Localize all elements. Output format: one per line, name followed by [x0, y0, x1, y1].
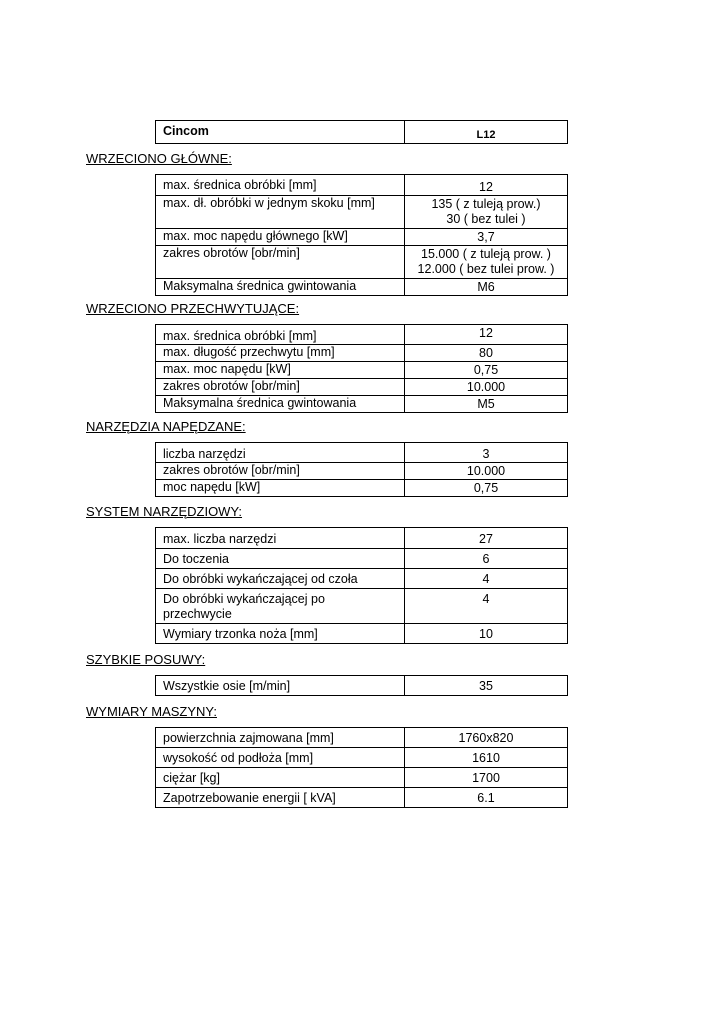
row-value: 3,7 — [405, 229, 568, 246]
sub-spindle-table — [155, 324, 568, 413]
row-value: M6 — [405, 279, 568, 296]
row-value: 6 — [405, 549, 568, 569]
row-label: max. liczba narzędzi — [156, 528, 405, 549]
table-row — [156, 196, 568, 229]
table-row — [156, 229, 568, 246]
row-label: max. moc napędu głównego [kW] — [156, 229, 405, 246]
row-label: Maksymalna średnica gwintowania — [156, 279, 405, 296]
table-row — [156, 748, 568, 768]
table-row — [156, 549, 568, 569]
row-label: max. długość przechwytu [mm] — [156, 345, 405, 362]
table-row — [156, 362, 568, 379]
row-label: Zapotrzebowanie energii [ kVA] — [156, 788, 405, 808]
row-label: moc napędu [kW] — [156, 480, 405, 497]
row-value: 0,75 — [405, 362, 568, 379]
table-row — [156, 528, 568, 549]
row-value: 12 — [405, 175, 568, 196]
row-value-line2: 12.000 ( bez tulei prow. ) — [417, 262, 555, 276]
model-table — [155, 120, 568, 144]
row-value: 4 — [405, 569, 568, 589]
table-row — [156, 788, 568, 808]
row-label-line2: przechwycie — [163, 607, 232, 621]
row-label: zakres obrotów [obr/min] — [156, 379, 405, 396]
row-label: powierzchnia zajmowana [mm] — [156, 728, 405, 748]
section-header-driven-tools: NARZĘDZIA NAPĘDZANE: — [86, 419, 246, 434]
table-row — [156, 569, 568, 589]
table-row — [156, 768, 568, 788]
section-header-rapid-feeds: SZYBKIE POSUWY: — [86, 652, 206, 667]
row-value-line1: 15.000 ( z tuleją prow. ) — [421, 247, 551, 261]
row-value: 3 — [405, 443, 568, 463]
section-header-main-spindle: WRZECIONO GŁÓWNE: — [86, 151, 232, 166]
model-value: L12 — [405, 121, 568, 144]
row-label: max. średnica obróbki [mm] — [156, 325, 405, 345]
table-row — [156, 175, 568, 196]
driven-tools-table — [155, 442, 568, 497]
table-row — [156, 480, 568, 497]
row-label: Maksymalna średnica gwintowania — [156, 396, 405, 413]
section-header-machine-dimensions: WYMIARY MASZYNY: — [86, 704, 217, 719]
table-row — [156, 325, 568, 345]
row-value: 80 — [405, 345, 568, 362]
table-row — [156, 589, 568, 624]
rapid-feeds-table — [155, 675, 568, 696]
section-header-sub-spindle: WRZECIONO PRZECHWYTUJĄCE: — [86, 301, 300, 316]
table-row — [156, 463, 568, 480]
table-row — [156, 443, 568, 463]
row-value — [405, 196, 568, 229]
table-row — [156, 379, 568, 396]
row-label: Do obróbki wykańczającej od czoła — [156, 569, 405, 589]
row-value: 10.000 — [405, 379, 568, 396]
row-label: max. dł. obróbki w jednym skoku [mm] — [156, 196, 405, 229]
main-spindle-table — [155, 174, 568, 296]
table-row — [156, 345, 568, 362]
row-label: Wszystkie osie [m/min] — [156, 676, 405, 696]
row-value: 1760x820 — [405, 728, 568, 748]
row-label: Do toczenia — [156, 549, 405, 569]
row-label: Wymiary trzonka noża [mm] — [156, 624, 405, 644]
row-label — [156, 589, 405, 624]
table-row — [156, 396, 568, 413]
row-label: wysokość od podłoża [mm] — [156, 748, 405, 768]
row-label: zakres obrotów [obr/min] — [156, 246, 405, 279]
model-row — [156, 121, 568, 144]
row-value: 10.000 — [405, 463, 568, 480]
row-value: 4 — [405, 589, 568, 624]
row-label: zakres obrotów [obr/min] — [156, 463, 405, 480]
row-label: ciężar [kg] — [156, 768, 405, 788]
row-value — [405, 246, 568, 279]
row-value-line1: 135 ( z tuleją prow.) — [431, 197, 541, 211]
row-value: 12 — [405, 325, 568, 345]
tool-system-table — [155, 527, 568, 644]
row-value: 1610 — [405, 748, 568, 768]
model-label: Cincom — [156, 121, 405, 144]
table-row — [156, 728, 568, 748]
row-value: M5 — [405, 396, 568, 413]
table-row — [156, 624, 568, 644]
table-row — [156, 279, 568, 296]
row-value: 0,75 — [405, 480, 568, 497]
row-value-line2: 30 ( bez tulei ) — [446, 212, 526, 226]
machine-dimensions-table — [155, 727, 568, 808]
row-label-line1: Do obróbki wykańczającej po — [163, 592, 325, 606]
table-row — [156, 246, 568, 279]
row-label: liczba narzędzi — [156, 443, 405, 463]
row-value: 10 — [405, 624, 568, 644]
section-header-tool-system: SYSTEM NARZĘDZIOWY: — [86, 504, 243, 519]
row-label: max. średnica obróbki [mm] — [156, 175, 405, 196]
row-value: 35 — [405, 676, 568, 696]
table-row — [156, 676, 568, 696]
row-value: 6.1 — [405, 788, 568, 808]
row-value: 27 — [405, 528, 568, 549]
row-label: max. moc napędu [kW] — [156, 362, 405, 379]
row-value: 1700 — [405, 768, 568, 788]
